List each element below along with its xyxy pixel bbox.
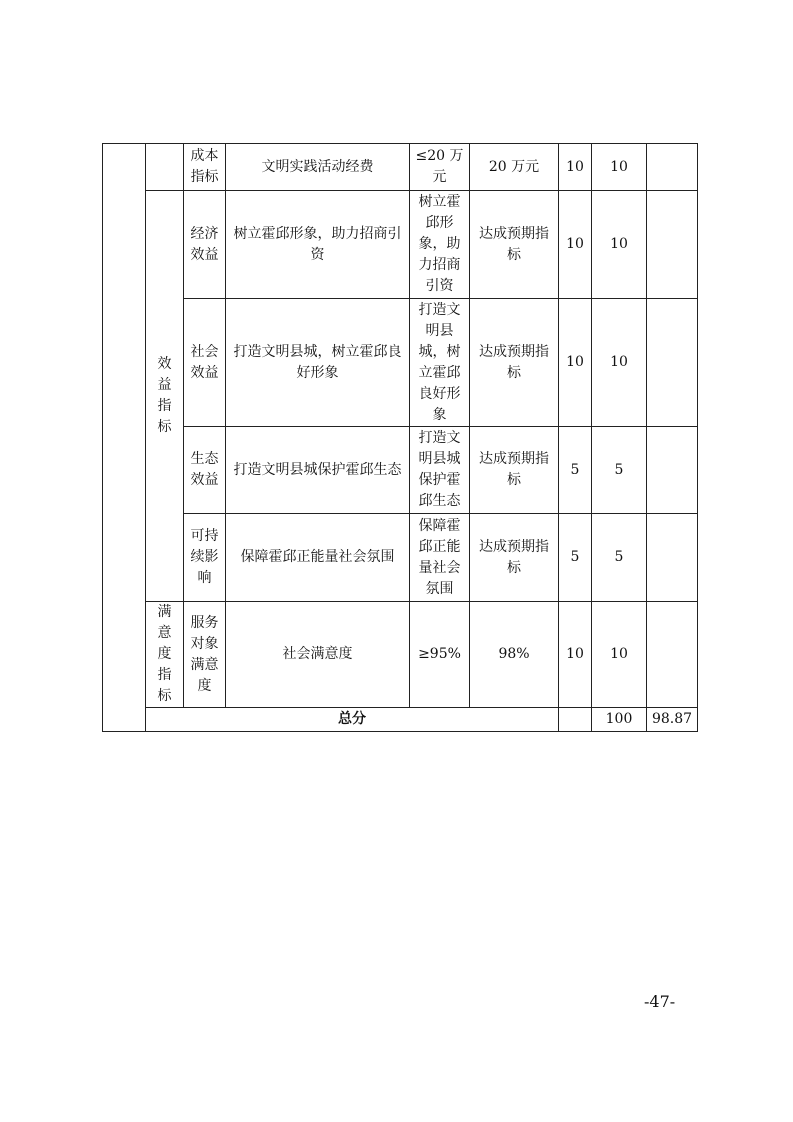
target-value: 树立霍 邱形 象，助 力招商 引资 (410, 191, 470, 299)
weight-value: 10 (559, 602, 592, 708)
score-value: 5 (592, 427, 647, 514)
indicator-content: 树立霍邱形象，助力招商引 资 (226, 191, 410, 299)
indicator-content: 保障霍邱正能量社会氛围 (226, 514, 410, 602)
satisfaction-indicator-group: 满 意 度 指 标 (146, 602, 184, 708)
table-row (103, 427, 698, 514)
page-number: -47- (644, 992, 676, 1011)
score-value: 5 (592, 514, 647, 602)
indicator-content: 打造文明县城，树立霍邱良 好形象 (226, 299, 410, 427)
target-value: ≥95% (410, 602, 470, 708)
weight-value: 10 (559, 191, 592, 299)
total-row (103, 708, 698, 732)
benefit-indicator-group: 效 益 指 标 (146, 191, 184, 602)
level3-indicator: 成本 指标 (184, 144, 226, 191)
actual-value: 达成预期指 标 (470, 427, 559, 514)
score-value: 10 (592, 299, 647, 427)
indicator-content: 打造文明县城保护霍邱生态 (226, 427, 410, 514)
weight-value: 5 (559, 427, 592, 514)
actual-value: 达成预期指 标 (470, 299, 559, 427)
level1-blank-cell (103, 144, 146, 732)
actual-value: 20 万元 (470, 144, 559, 191)
level3-indicator: 社会 效益 (184, 299, 226, 427)
weight-value: 10 (559, 144, 592, 191)
remark-cell (647, 427, 698, 514)
performance-table (102, 143, 698, 732)
remark-cell (647, 299, 698, 427)
table-row (103, 299, 698, 427)
actual-value: 达成预期指 标 (470, 191, 559, 299)
total-label: 总分 (146, 708, 559, 732)
remark-cell (647, 602, 698, 708)
table-row (103, 602, 698, 708)
table-row (103, 514, 698, 602)
total-weight: 100 (592, 708, 647, 732)
weight-value: 10 (559, 299, 592, 427)
target-value: 打造文 明县 城，树 立霍邱 良好形 象 (410, 299, 470, 427)
indicator-content: 社会满意度 (226, 602, 410, 708)
score-value: 10 (592, 602, 647, 708)
level2-blank-cell (146, 144, 184, 191)
actual-value: 达成预期指 标 (470, 514, 559, 602)
table-row (103, 144, 698, 191)
level3-indicator: 生态 效益 (184, 427, 226, 514)
score-value: 10 (592, 144, 647, 191)
target-value: 打造文 明县城 保护霍 邱生态 (410, 427, 470, 514)
remark-cell (647, 191, 698, 299)
score-value: 10 (592, 191, 647, 299)
total-score: 98.87 (647, 708, 698, 732)
actual-value: 98% (470, 602, 559, 708)
level3-indicator: 经济 效益 (184, 191, 226, 299)
weight-value: 5 (559, 514, 592, 602)
table-row (103, 191, 698, 299)
target-value: 保障霍 邱正能 量社会 氛围 (410, 514, 470, 602)
remark-cell (647, 514, 698, 602)
indicator-content: 文明实践活动经费 (226, 144, 410, 191)
target-value: ≤20 万 元 (410, 144, 470, 191)
remark-cell (647, 144, 698, 191)
level3-indicator: 可持 续影 响 (184, 514, 226, 602)
level3-indicator: 服务 对象 满意 度 (184, 602, 226, 708)
total-blank-cell (559, 708, 592, 732)
